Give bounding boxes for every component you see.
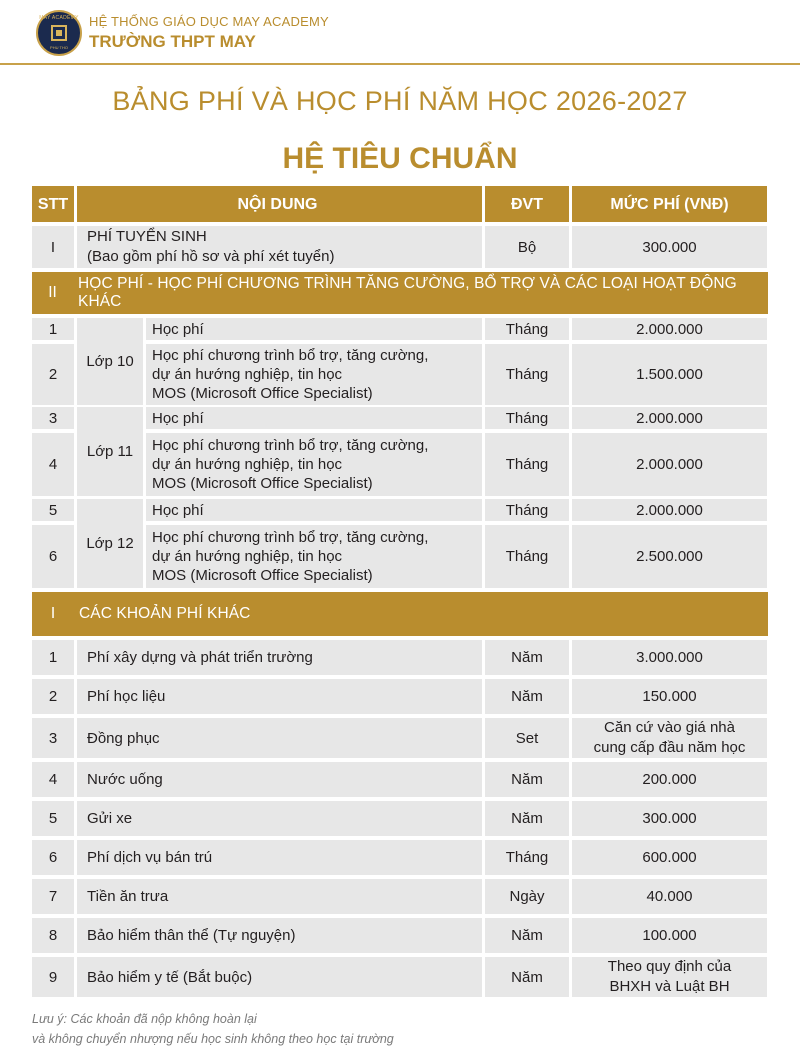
section-tuition-row [32, 272, 768, 314]
row-fee: 1.500.000 [572, 344, 767, 405]
section-tuition [32, 272, 768, 314]
row-fee [572, 957, 767, 997]
row-unit: Tháng [485, 433, 569, 496]
row-stt: 8 [32, 918, 74, 953]
row-stt: I [32, 226, 74, 268]
header-content: NỘI DUNG [77, 186, 482, 222]
table-row [32, 640, 768, 675]
row-content [146, 525, 482, 588]
page-subtitle: HỆ TIÊU CHUẨN [282, 142, 518, 175]
table-row [32, 318, 768, 340]
row-content: Phí dịch vụ bán trú [77, 840, 482, 875]
section-label: CÁC KHOẢN PHÍ KHÁC [79, 605, 251, 622]
footnote-line: Lưu ý: Các khoản đã nộp không hoàn lại [32, 1012, 257, 1026]
row-unit: Set [485, 718, 569, 758]
row-stt: 4 [32, 433, 74, 496]
row-stt: 1 [32, 318, 74, 340]
row-fee [572, 640, 767, 675]
row-stt: 3 [32, 718, 74, 758]
row-fee: 2.000.000 [572, 499, 767, 521]
row-unit: Tháng [485, 840, 569, 875]
organization-name: HỆ THỐNG GIÁO DỤC MAY ACADEMY [89, 14, 329, 29]
row-content: Học phí [146, 407, 482, 429]
row-unit: Năm [485, 801, 569, 836]
footnote-line: và không chuyển nhượng nếu học sinh không theo học tại trường [32, 1032, 394, 1046]
section-label: HỌC PHÍ - HỌC PHÍ CHƯƠNG TRÌNH TĂNG CƯỜNG, BỔ TRỢ VÀ CÁC LOẠI HOẠT ĐỘNG KHÁC [78, 275, 737, 310]
header-divider [0, 63, 800, 65]
row-stt: 2 [32, 344, 74, 405]
row-unit: Tháng [485, 318, 569, 340]
row-content [146, 344, 482, 405]
logo-text-top: MAY ACADEMY [39, 15, 79, 21]
row-unit: Tháng [485, 344, 569, 405]
section-other-fees [32, 592, 768, 636]
grade-label-11: Lớp 11 [77, 407, 143, 496]
row-fee: 2.000.000 [572, 318, 767, 340]
section-number: I [50, 605, 56, 622]
school-logo [36, 10, 82, 56]
content-line: MOS (Microsoft Office Specialist) [152, 567, 373, 584]
header-fee: MỨC PHÍ (VNĐ) [572, 186, 767, 222]
row-fee [572, 679, 767, 714]
row-content: Bảo hiểm y tế (Bắt buộc) [77, 957, 482, 997]
table-row-admission [32, 226, 768, 268]
content-line: dự án hướng nghiệp, tin học [152, 456, 343, 473]
row-unit: Năm [485, 918, 569, 953]
row-unit: Tháng [485, 525, 569, 588]
row-content: Tiền ăn trưa [77, 879, 482, 914]
row-content: Nước uống [77, 762, 482, 797]
row-stt: 4 [32, 762, 74, 797]
row-content: Gửi xe [77, 801, 482, 836]
row-unit: Bộ [485, 226, 569, 268]
table-row [32, 407, 768, 429]
row-content: Phí học liệu [77, 679, 482, 714]
row-content: Học phí [146, 499, 482, 521]
fee-line: Căn cứ vào giá nhà [604, 719, 735, 736]
row-unit: Năm [485, 640, 569, 675]
row-unit: Năm [485, 679, 569, 714]
table-row [32, 879, 768, 914]
row-stt: 2 [32, 679, 74, 714]
table-row [32, 801, 768, 836]
table-row [32, 718, 768, 758]
table-row [32, 918, 768, 953]
row-unit: Tháng [485, 499, 569, 521]
fee-line: 40.000 [646, 887, 693, 905]
fee-line: Theo quy định của [607, 958, 732, 975]
row-stt: 9 [32, 957, 74, 997]
row-content: Phí xây dựng và phát triển trường [77, 640, 482, 675]
fee-line: 3.000.000 [636, 648, 703, 666]
logo-text-bottom: PHU THO [50, 45, 68, 50]
page-title: BẢNG PHÍ VÀ HỌC PHÍ NĂM HỌC 2026-2027 [112, 86, 688, 116]
table-header-row [32, 186, 768, 222]
table-row [32, 679, 768, 714]
row-unit: Năm [485, 762, 569, 797]
school-name: TRƯỜNG THPT MAY [89, 32, 256, 51]
content-line: Học phí chương trình bổ trợ, tăng cường, [152, 347, 429, 364]
row-fee [572, 840, 767, 875]
grade-spacer [77, 407, 146, 429]
row-stt: 6 [32, 840, 74, 875]
row-unit: Tháng [485, 407, 569, 429]
table-row [32, 433, 768, 496]
fee-line: 200.000 [642, 770, 697, 788]
admission-title: PHÍ TUYỂN SINH [87, 228, 207, 245]
grade-label-12: Lớp 12 [77, 499, 143, 588]
row-stt: 6 [32, 525, 74, 588]
row-fee [572, 718, 767, 758]
row-fee: 300.000 [572, 226, 767, 268]
content-line: Học phí chương trình bổ trợ, tăng cường, [152, 437, 429, 454]
row-fee: 2.000.000 [572, 433, 767, 496]
grade-spacer [77, 433, 146, 496]
logo-emblem-icon [51, 25, 67, 41]
row-content [146, 433, 482, 496]
table-row [32, 762, 768, 797]
footnote [32, 1009, 394, 1049]
content-line: Học phí chương trình bổ trợ, tăng cường, [152, 529, 429, 546]
admission-detail: (Bao gồm phí hồ sơ và phí xét tuyển) [87, 248, 335, 265]
fee-line: 600.000 [642, 848, 697, 866]
fee-line: 100.000 [642, 926, 697, 944]
table-row [32, 840, 768, 875]
row-fee [572, 918, 767, 953]
row-unit: Năm [485, 957, 569, 997]
grade-spacer [77, 318, 146, 340]
row-stt: 3 [32, 407, 74, 429]
row-content [77, 226, 482, 268]
fee-line: 150.000 [642, 687, 697, 705]
table-row [32, 525, 768, 588]
row-content: Đồng phục [77, 718, 482, 758]
grade-label-10: Lớp 10 [77, 318, 143, 405]
grade-spacer [77, 344, 146, 405]
page-header [0, 0, 800, 64]
fee-line: 300.000 [642, 809, 697, 827]
content-line: dự án hướng nghiệp, tin học [152, 548, 343, 565]
section-number: II [48, 284, 57, 301]
fee-line: BHXH và Luật BH [609, 978, 730, 995]
row-fee: 2.500.000 [572, 525, 767, 588]
row-stt: 5 [32, 499, 74, 521]
content-line: MOS (Microsoft Office Specialist) [152, 475, 373, 492]
row-content: Bảo hiểm thân thể (Tự nguyện) [77, 918, 482, 953]
header-stt: STT [32, 186, 74, 222]
table-row [32, 957, 768, 997]
content-line: MOS (Microsoft Office Specialist) [152, 385, 373, 402]
row-content: Học phí [146, 318, 482, 340]
row-unit: Ngày [485, 879, 569, 914]
row-fee: 2.000.000 [572, 407, 767, 429]
row-fee [572, 801, 767, 836]
grade-spacer [77, 499, 146, 521]
table-row [32, 344, 768, 405]
row-stt: 7 [32, 879, 74, 914]
row-stt: 5 [32, 801, 74, 836]
section-other-fees-row [32, 592, 768, 636]
fee-line: cung cấp đầu năm học [593, 739, 746, 756]
header-unit: ĐVT [485, 186, 569, 222]
grade-spacer [77, 525, 146, 588]
row-fee [572, 879, 767, 914]
content-line: dự án hướng nghiệp, tin học [152, 366, 343, 383]
row-stt: 1 [32, 640, 74, 675]
table-row [32, 499, 768, 521]
row-fee [572, 762, 767, 797]
